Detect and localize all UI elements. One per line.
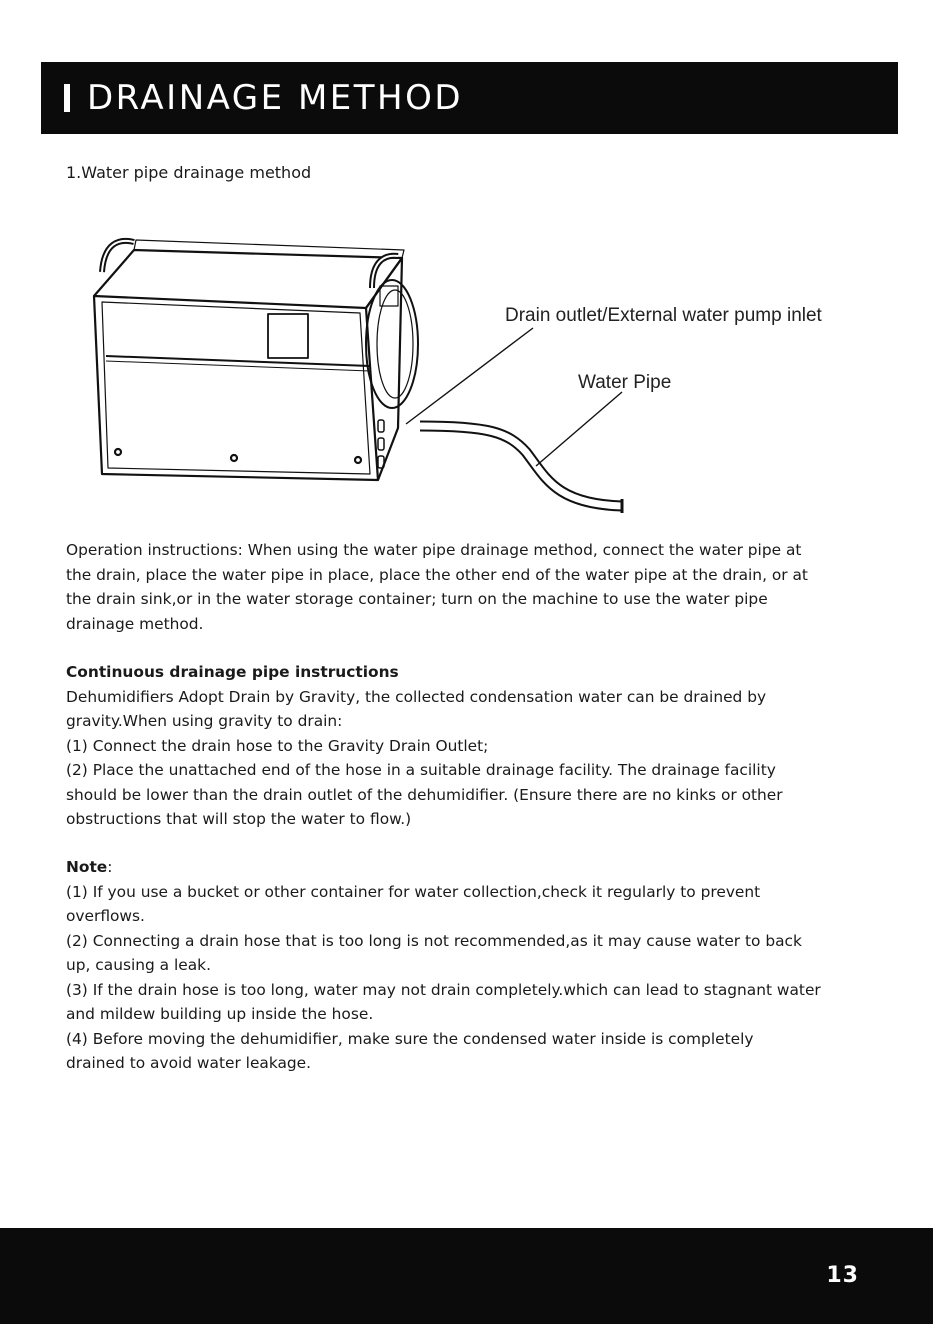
paragraph-line: drained to avoid water leakage.: [66, 1054, 312, 1072]
paragraph-line: the drain, place the water pipe in place, place the other end of the water pipe at the drain, or at: [66, 565, 808, 584]
paragraph-line: Dehumidifiers Adopt Drain by Gravity, the collected condensation water can be drained by: [66, 687, 767, 706]
header-accent-bar: [64, 84, 70, 112]
callout-water-pipe: Water Pipe: [578, 372, 672, 393]
note-section: [66, 855, 821, 1076]
paragraph-line: drainage method.: [66, 614, 204, 633]
paragraph-line: gravity.When using gravity to drain:: [66, 712, 343, 730]
paragraph-line: should be lower than the drain outlet of the dehumidifier. (Ensure there are no kinks or other: [66, 785, 783, 804]
paragraph-line: the drain sink,or in the water storage container; turn on the machine to use the water pipe: [66, 590, 768, 608]
paragraph-line: up, causing a leak.: [66, 956, 211, 974]
paragraph-line: obstructions that will stop the water to flow.): [66, 810, 412, 828]
paragraph-line: (2) Connecting a drain hose that is too long is not recommended,as it may cause water to back: [66, 931, 802, 950]
note-heading: Note: [66, 858, 108, 876]
subsection-heading: Continuous drainage pipe instructions: [66, 663, 399, 681]
paragraph-line: (1) If you use a bucket or other container for water collection,check it regularly to prevent: [66, 882, 761, 901]
paragraph-line: (2) Place the unattached end of the hose in a suitable drainage facility. The drainage facility: [66, 761, 776, 779]
paragraph-line: overflows.: [66, 907, 145, 925]
callout-drain-outlet: Drain outlet/External water pump inlet: [505, 305, 822, 326]
page-header-bar: [41, 62, 898, 134]
page-number: 13: [826, 1263, 859, 1288]
paragraph-line: (3) If the drain hose is too long, water may not drain completely.which can lead to stagnant water: [66, 980, 821, 999]
dehumidifier-illustration: [88, 228, 894, 524]
page-footer-bar: [0, 1228, 933, 1324]
paragraph-line: and mildew building up inside the hose.: [66, 1005, 374, 1023]
page-title: DRAINAGE METHOD: [87, 78, 464, 118]
section-heading: 1.Water pipe drainage method: [66, 163, 312, 182]
paragraph-line: (1) Connect the drain hose to the Gravity Drain Outlet;: [66, 736, 489, 755]
continuous-drainage-section: [66, 660, 783, 832]
operation-instructions: [66, 538, 808, 636]
note-colon: :: [107, 858, 113, 876]
note-heading-line: [66, 855, 821, 880]
paragraph-line: (4) Before moving the dehumidifier, make sure the condensed water inside is completely: [66, 1029, 754, 1048]
paragraph-line: Operation instructions: When using the water pipe drainage method, connect the water pipe at: [66, 541, 802, 559]
